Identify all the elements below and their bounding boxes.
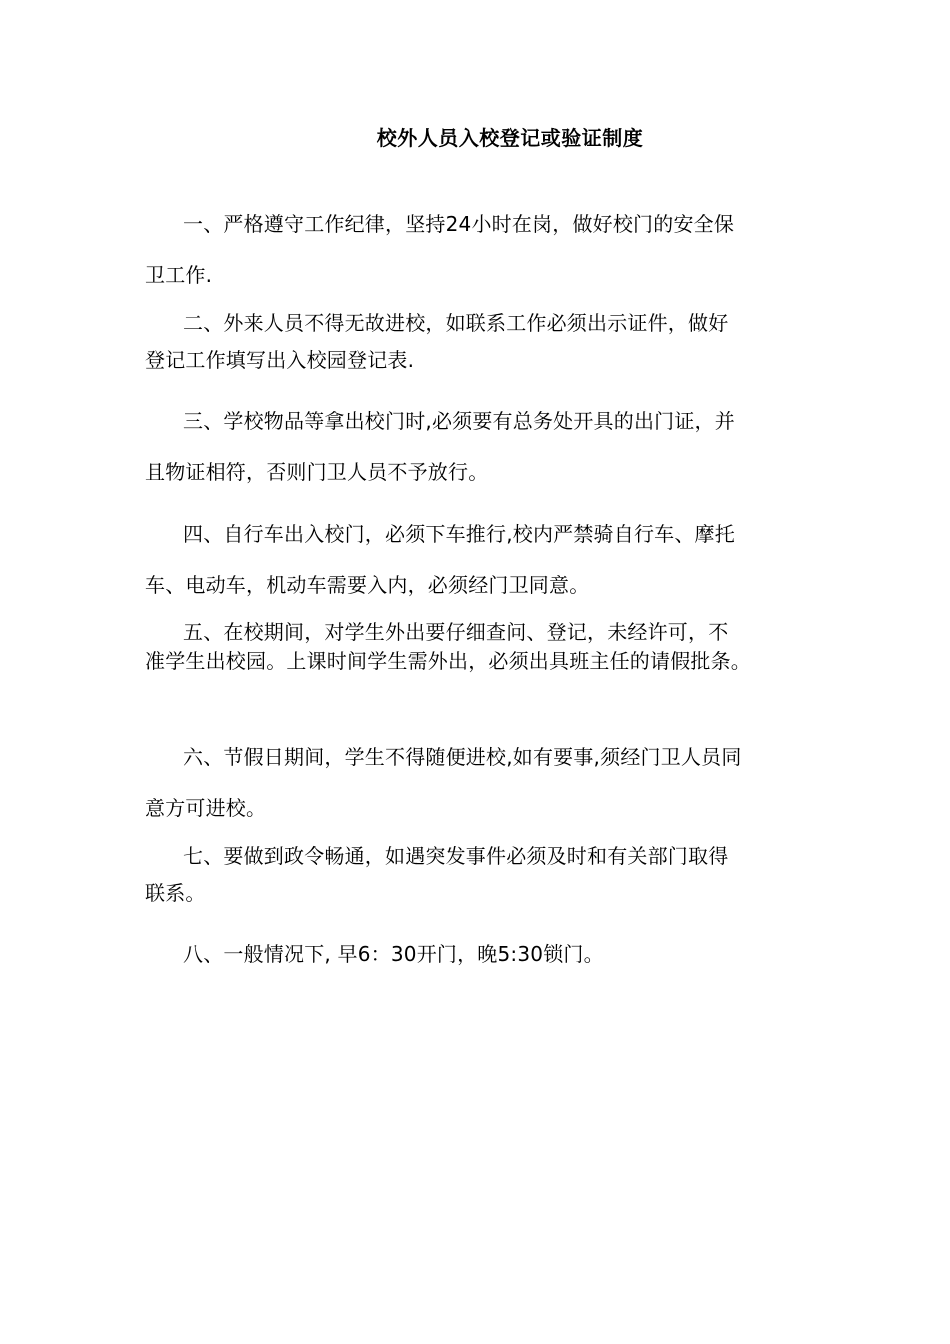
rule-3-line-1: 三、学校物品等拿出校门时,必须要有总务处开具的出门证，并 (183, 409, 735, 433)
rule-5-line-2: 准学生出校园。上课时间学生需外出，必须出具班主任的请假批条。 (145, 649, 751, 673)
rule-6-line-2: 意方可进校。 (145, 796, 267, 820)
rule-8-line-1: 八、一般情况下, 早6：30开门，晚5:30锁门。 (183, 942, 604, 966)
rule-7-line-2: 联系。 (145, 881, 206, 905)
rule-3-line-2: 且物证相符，否则门卫人员不予放行。 (145, 460, 489, 484)
document-title: 校外人员入校登记或验证制度 (376, 126, 644, 150)
rule-6-line-1: 六、节假日期间，学生不得随便进校,如有要事,须经门卫人员同 (183, 745, 742, 769)
rule-2-line-1: 二、外来人员不得无故进校，如联系工作必须出示证件，做好 (183, 311, 729, 335)
rule-2-line-2: 登记工作填写出入校园登记表. (145, 348, 415, 372)
rule-7-line-1: 七、要做到政令畅通，如遇突发事件必须及时和有关部门取得 (183, 844, 729, 868)
rule-5-line-1: 五、在校期间，对学生外出要仔细查问、登记，未经许可，不 (183, 620, 729, 644)
rule-1-line-1: 一、严格遵守工作纪律，坚持24小时在岗，做好校门的安全保 (183, 212, 735, 236)
rule-4-line-2: 车、电动车，机动车需要入内，必须经门卫同意。 (145, 573, 590, 597)
rule-4-line-1: 四、自行车出入校门，必须下车推行,校内严禁骑自行车、摩托 (183, 522, 735, 546)
rule-1-line-2: 卫工作. (145, 263, 213, 287)
